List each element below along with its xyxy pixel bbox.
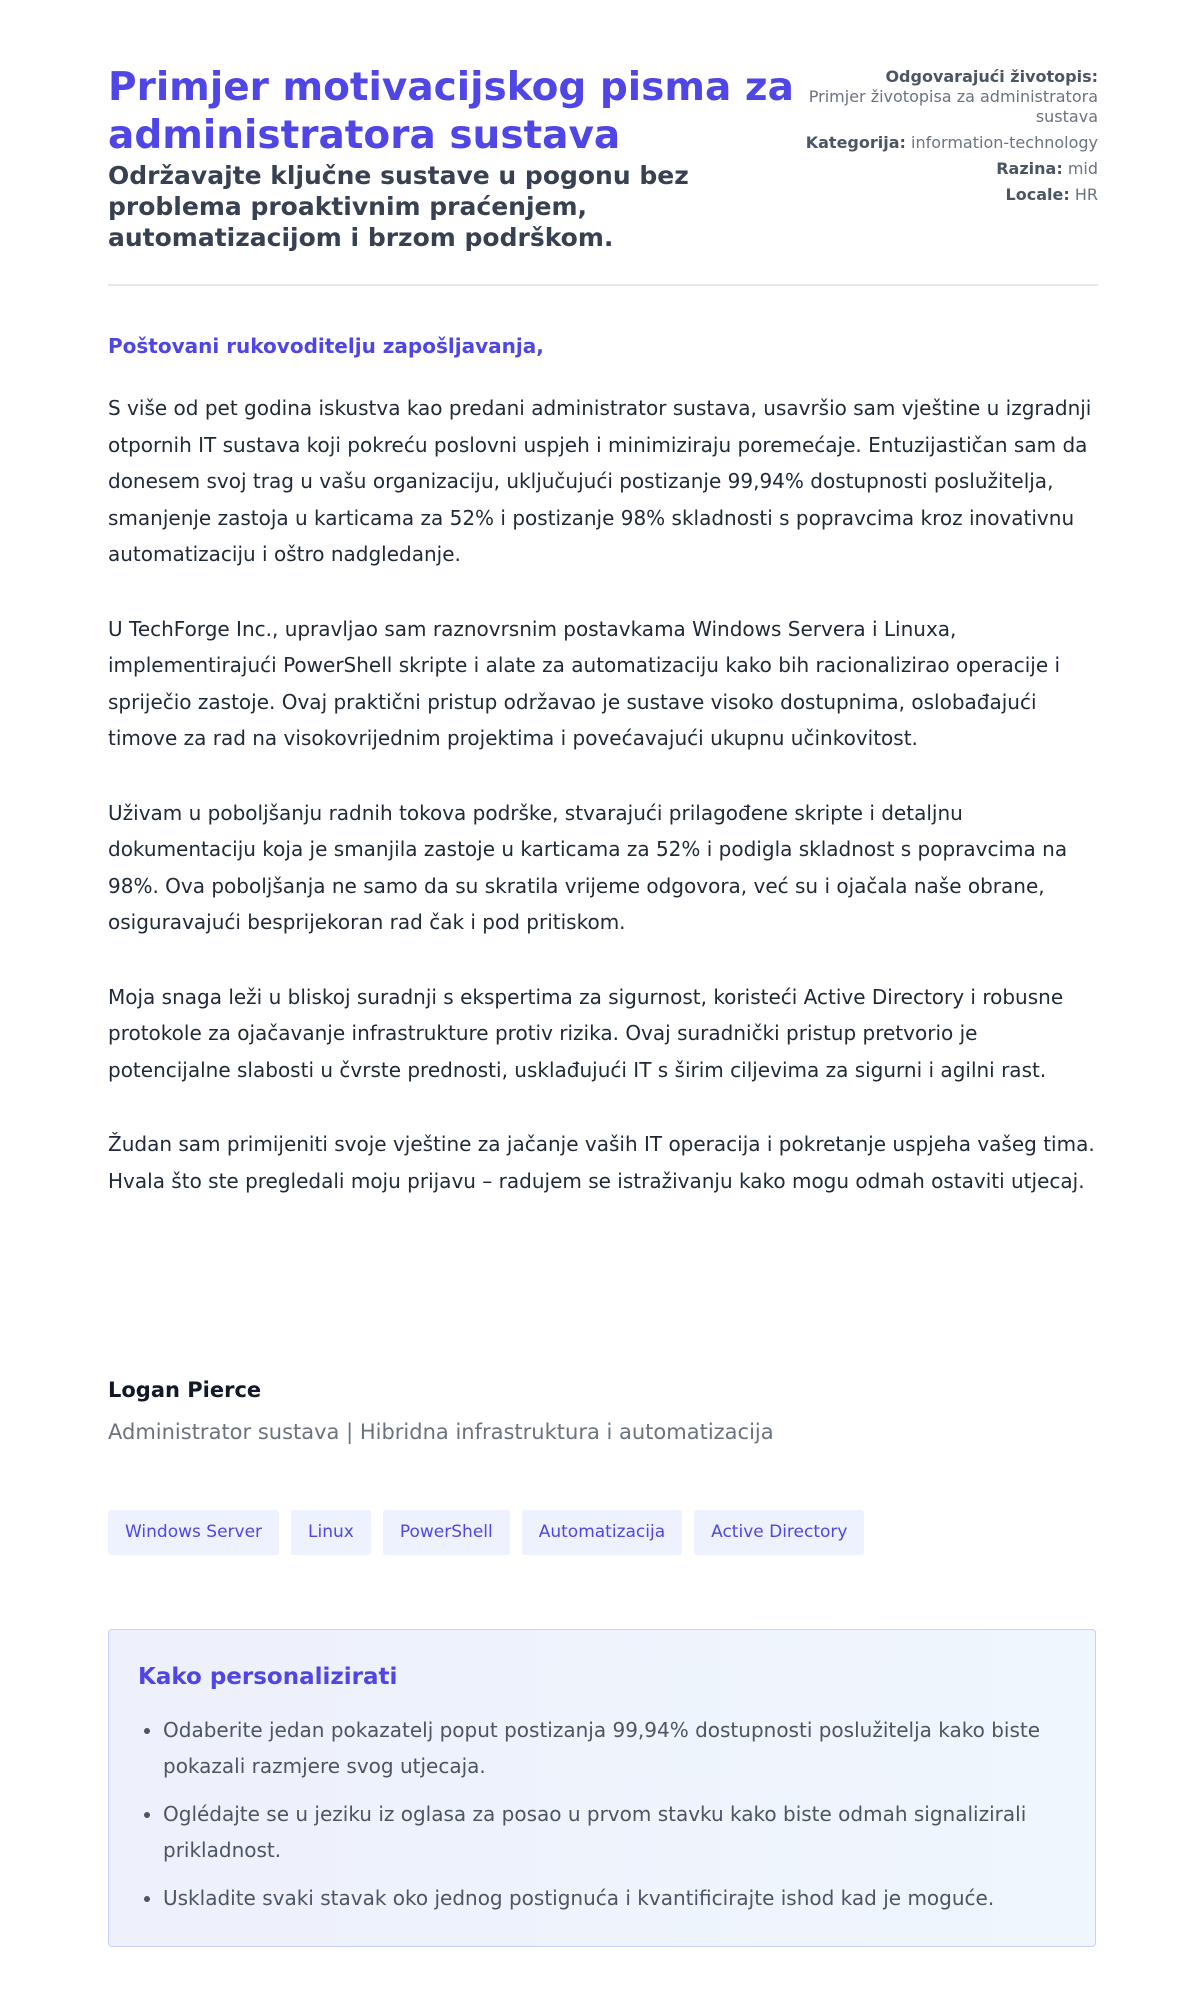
meta-level bbox=[798, 159, 1098, 179]
header-divider bbox=[108, 284, 1098, 286]
tips-title: Kako personalizirati bbox=[138, 1664, 398, 1690]
tips-item: • Oglédajte se u jeziku iz oglasa za posao u prvom stavku kako biste odmah signalizirali prikladnost. bbox=[163, 1796, 1083, 1868]
letter-paragraph: U TechForge Inc., upravljao sam raznovrsnim postavkama Windows Servera i Linuxa, implementirajući PowerShell skripte i alate za automatizaciju kako bih racionalizirao operacije i spriječio zastoje. Ovaj praktični pristup održavao je sustave visoko dostupnima, oslobađajući timove za rad na visokovrijednim projektima i povećavajući ukupnu učinkovitost. bbox=[108, 616, 1061, 750]
signature-role: Administrator sustava | Hibridna infrastruktura i automatizacija bbox=[108, 1420, 774, 1444]
page-subtitle: Održavajte ključne sustave u pogonu bez problema proaktivnim praćenjem, automatizacijom i brzom podrškom. bbox=[108, 161, 689, 252]
letter-body bbox=[108, 390, 1098, 1237]
letter-greeting: Poštovani rukovoditelju zapošljavanja, bbox=[108, 334, 544, 358]
meta-level-value: mid bbox=[1067, 159, 1098, 178]
meta-category-value: information-technology bbox=[911, 133, 1098, 152]
skill-tag: Automatizacija bbox=[522, 1510, 682, 1555]
skill-tag: Active Directory bbox=[694, 1510, 864, 1555]
meta-resume bbox=[798, 67, 1098, 127]
skill-tags bbox=[108, 1510, 864, 1555]
letter-paragraph: Žudan sam primijeniti svoje vještine za jačanje vaših IT operacija i pokretanje uspjeha vašeg tima. Hvala što ste pregledali moju prijavu – radujem se istraživanju kako mogu odmah ostaviti utjecaj. bbox=[108, 1132, 1095, 1193]
letter-paragraph: S više od pet godina iskustva kao predani administrator sustava, usavršio sam vještine u izgradnji otpornih IT sustava koji pokreću poslovni uspjeh i minimiziraju poremećaje. Entuzijastičan sam da donesem svoj trag u vašu organizaciju, uključujući postizanje 99,94% dostupnosti poslužitelja, smanjenje zastoja u karticama za 52% i postizanje 98% skladnosti s popravcima kroz inovativnu automatizaciju i oštro nadgledanje. bbox=[108, 396, 1092, 566]
meta-level-label: Razina: bbox=[996, 159, 1063, 178]
meta-locale-value: HR bbox=[1074, 185, 1098, 204]
tips-item: • Odaberite jedan pokazatelj poput postizanja 99,94% dostupnosti poslužitelja kako biste pokazali razmjere svog utjecaja. bbox=[163, 1712, 1083, 1784]
meta-category-label: Kategorija: bbox=[805, 133, 906, 152]
skill-tag: PowerShell bbox=[383, 1510, 510, 1555]
page-title: Primjer motivacijskog pisma za administratora sustava bbox=[108, 65, 794, 158]
meta-resume-link[interactable]: Primjer životopisa za administratora sustava bbox=[808, 87, 1098, 126]
meta-category bbox=[798, 133, 1098, 153]
meta-locale bbox=[798, 185, 1098, 205]
letter-paragraph: Uživam u poboljšanju radnih tokova podrške, stvarajući prilagođene skripte i detaljnu dokumentaciju koja je smanjila zastoje u karticama za 52% i podigla skladnost s popravcima na 98%. Ova poboljšanja ne samo da su skratila vrijeme odgovora, već su i ojačala naše obrane, osiguravajući besprijekoran rad čak i pod pritiskom. bbox=[108, 800, 1068, 934]
meta-resume-label: Odgovarajući životopis: bbox=[885, 67, 1098, 86]
personalization-tips bbox=[108, 1629, 1096, 1947]
tips-list bbox=[137, 1712, 1083, 1928]
meta-locale-label: Locale: bbox=[1005, 185, 1070, 204]
tips-item: • Uskladite svaki stavak oko jednog postignuća i kvantificirajte ishod kad je moguće. bbox=[163, 1880, 1083, 1916]
letter-paragraph: Moja snaga leži u bliskoj suradnji s ekspertima za sigurnost, koristeći Active Directory i robusne protokole za ojačavanje infrastrukture protiv rizika. Ovaj suradnički pristup pretvorio je potencijalne slabosti u čvrste prednosti, usklađujući IT s širim ciljevima za sigurni i agilni rast. bbox=[108, 984, 1064, 1082]
signature-name: Logan Pierce bbox=[108, 1378, 262, 1402]
skill-tag: Linux bbox=[291, 1510, 371, 1555]
skill-tag: Windows Server bbox=[108, 1510, 279, 1555]
meta-panel bbox=[798, 67, 1098, 211]
